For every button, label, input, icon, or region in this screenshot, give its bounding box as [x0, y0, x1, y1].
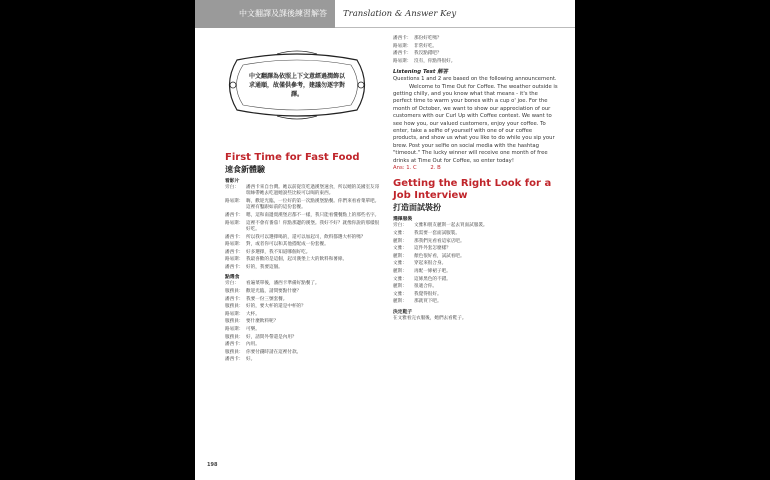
- speaker-label: 麗斯：: [393, 269, 407, 275]
- dialog-text: 這條黑色的不錯。: [414, 276, 451, 282]
- dialog-text: 穿起來很合身。: [414, 261, 447, 267]
- speaker-label: 文雅：: [393, 246, 407, 252]
- dialog-line: [393, 36, 558, 42]
- dialog-line: [393, 299, 558, 305]
- dialog-line: [225, 335, 380, 341]
- dialog-line: [225, 350, 380, 356]
- dialog-line: [393, 239, 558, 245]
- speaker-label: 服務員：: [225, 288, 244, 294]
- header-english-title: Translation & Answer Key: [343, 9, 457, 19]
- dialog-text: 我覺得很好。: [414, 291, 442, 297]
- dialog-line: [225, 242, 380, 248]
- dialog-line: [225, 250, 380, 256]
- page-number: 198: [207, 462, 218, 468]
- dialog-line: [225, 235, 380, 241]
- section-title-en: Getting the Right Look for a Job Interview: [393, 178, 552, 202]
- speaker-label: 潘西卡：: [393, 51, 412, 57]
- answer-key: [393, 165, 558, 172]
- dialog-line: [393, 261, 558, 267]
- dialog-line: [393, 231, 558, 237]
- dialog-text: 好的，我要這個。: [246, 264, 283, 270]
- speaker-label: 旁白：: [225, 185, 239, 190]
- dialog-text: 嗨，歡迎光臨，一位好的第一次點漢堡點餐。你們來看看菜單吧。這裡有鑿跟如前的這份套餐。: [246, 199, 380, 211]
- listening-intro: Questions 1 and 2 are based on the following announcement.: [393, 76, 557, 83]
- document-page: [195, 0, 575, 480]
- speaker-label: 潘西卡：: [225, 342, 244, 348]
- dialog-line: [393, 254, 558, 260]
- speaker-label: 文雅：: [393, 291, 407, 297]
- speaker-label: 文雅：: [393, 261, 407, 267]
- speaker-label: 路易斯：: [225, 242, 244, 248]
- dialog-line: [225, 289, 380, 295]
- dialog-text: 非常好吃。: [414, 43, 437, 49]
- dialog-text: 很適合你。: [414, 284, 437, 290]
- dialog-text: 嗯，這和南邊賣漢堡店都不一樣，我只能看懂餐點上的那些名字。: [246, 213, 380, 218]
- speaker-label: 路易斯：: [225, 311, 244, 317]
- dialog-text: 好。: [246, 357, 256, 363]
- dialog-text: 歡迎光臨，請問要點什麼？: [246, 288, 302, 294]
- speaker-label: 潘西卡：: [225, 296, 244, 302]
- header-chinese-title: 中文翻譯及課後練習解答: [195, 0, 335, 28]
- speaker-label: 文雅：: [393, 276, 407, 282]
- dialog-text: 所以我可以選擇喝的，還可以加起司，飲料都選大杯的嗎？: [246, 234, 366, 240]
- dialog-text: 我需要一套面試服裝。: [414, 231, 460, 237]
- speaker-label: 潘西卡：: [225, 264, 244, 270]
- speaker-label: 麗斯：: [393, 299, 407, 305]
- dialog-line: [393, 269, 558, 275]
- dialog-line: [225, 304, 380, 310]
- speaker-label: 路易斯：: [225, 199, 244, 204]
- dialog-text: 沒有，你點得很好。: [414, 58, 456, 64]
- speaker-label: 服務員：: [225, 334, 244, 340]
- dialog-text: 好，請問外帶還是內用？: [246, 334, 297, 340]
- right-column: [393, 36, 558, 324]
- speaker-label: 潘西卡：: [393, 36, 412, 41]
- speaker-label: 路易斯：: [393, 43, 412, 49]
- dialog-text: 文雅和朋友麗斯一起去買面試服裝。: [414, 223, 488, 229]
- dialog-line: [225, 185, 380, 198]
- dialog-line: [393, 246, 558, 252]
- dialog-text: 好的，要大杯的還是中杯的？: [246, 304, 306, 310]
- dialog-text: 那份好吃嗎？: [414, 36, 442, 41]
- dialog-block: [393, 223, 558, 305]
- dialog-text: 我要一份三號套餐。: [246, 296, 288, 302]
- dialog-block: [225, 281, 380, 363]
- dialog-line: [225, 281, 380, 287]
- speaker-label: 路易斯：: [225, 326, 244, 332]
- subsection-heading: 決定鞋子: [393, 309, 413, 315]
- answer-2: 2. B: [430, 165, 441, 172]
- left-column: [225, 152, 380, 365]
- speaker-label: 麗斯：: [393, 284, 407, 290]
- dialog-line: [225, 297, 380, 303]
- speaker-label: 潘西卡：: [225, 357, 244, 363]
- frame-text: 中文翻譯為依照上下文意經過潤飾以求通順，故僅供參考，建議勿逐字對譯。: [248, 73, 345, 98]
- speaker-label: 路易斯：: [225, 257, 244, 263]
- dialog-line: [225, 199, 380, 212]
- dialog-text: 我沒點錯吧？: [414, 51, 442, 57]
- dialog-line: [393, 59, 558, 65]
- subsection-heading: 選擇服裝: [393, 217, 413, 223]
- dialog-text: 那就買下吧。: [414, 299, 442, 305]
- dialog-line: [225, 312, 380, 318]
- dialog-line: [225, 342, 380, 348]
- speaker-label: 路易斯：: [225, 220, 244, 226]
- dialog-block: [393, 36, 558, 65]
- dialog-line: [393, 51, 558, 57]
- dialog-line: [225, 357, 380, 363]
- dialog-text: 再配一條裙子吧。: [414, 269, 451, 275]
- dialog-line: [225, 327, 380, 333]
- dialog-line: [393, 223, 558, 229]
- speaker-label: 服務員：: [225, 304, 244, 310]
- speaker-label: 潘西卡：: [225, 213, 244, 218]
- dialog-line: [393, 292, 558, 298]
- dialog-text: 顏色很好看，試試看吧。: [414, 253, 465, 259]
- speaker-label: 文雅：: [393, 231, 407, 237]
- dialog-text: 內用。: [246, 342, 260, 348]
- dialog-text: 對，或者你可以和其他搭配成一份套餐。: [246, 242, 329, 248]
- dialog-line: [225, 319, 380, 325]
- dialog-text: 要什麼飲料呢？: [246, 319, 279, 325]
- dialog-text: 大杯。: [246, 311, 260, 317]
- section-title-zh: 速食新體驗: [225, 165, 265, 174]
- dialog-text: 潘西卡來自台灣。她以前從沒吃過漢堡速食，所以她的美國室友哥瑞絲帶她去吃過她說些比較可以喝的東西。: [246, 185, 380, 197]
- dialog-line: [225, 265, 380, 271]
- dialog-line: [225, 221, 380, 234]
- answer-1: Ans: 1. C: [393, 165, 417, 172]
- speaker-label: 旁白：: [225, 281, 239, 287]
- speaker-label: 潘西卡：: [225, 234, 244, 240]
- dialog-text: 可樂。: [246, 326, 260, 332]
- dialog-text: 我最喜歡的是這個，起司漢堡上大的飲料和薯條。: [246, 257, 348, 263]
- dialog-line: [225, 213, 380, 219]
- header-rule: [335, 27, 575, 28]
- section-title-zh: 打造面試裝扮: [393, 203, 441, 213]
- dialog-text: 好多選擇，我不知道哪個好吃。: [246, 249, 311, 255]
- dialog-text: 這裡不會有番茄！你點那邊的漢堡。我好不好？就像你說的那樣很好吃。: [246, 220, 380, 232]
- page-header: [195, 0, 575, 28]
- subsection-heading: 點選食: [225, 275, 240, 281]
- subsection-heading: 看影片: [225, 179, 240, 184]
- dialog-line: [393, 277, 558, 283]
- dialog-text: 那我們先看看這家店吧。: [414, 238, 465, 244]
- speaker-label: 麗斯：: [393, 253, 407, 259]
- dialog-text: 這件外套怎麼樣？: [414, 246, 451, 252]
- speaker-label: 服務員：: [225, 319, 244, 325]
- dialog-line: [393, 284, 558, 290]
- dialog-text: 看遍菜單後，潘西卡準備好點餐了。: [246, 281, 320, 287]
- speaker-label: 路易斯：: [393, 58, 412, 64]
- section-title-en: First Time for Fast Food: [225, 152, 360, 163]
- listening-transcript: Welcome to Time Out for Coffee. The weather outside is getting chilly, and you know what that means - it's the perfect time to warm your bones with a cup o' joe. For the month of October, we want to show our appreciation of our customers with our Curl Up with Coffee contest. We want to see how you, our valued customers, enjoy your coffee. To enter, take a selfie of yourself with one of our coffee products, and show us what you like to do while you sip your brew. Post your selfie on social media with the hashtag "timeout." The lucky winner will receive one month of free drinks at Time Out for Coffee, so enter today!: [393, 83, 558, 164]
- dialog-text: 你要付錢時請在這裡付款。: [246, 349, 302, 355]
- closing-paragraph: 在文雅看完衣服後，她們去看鞋子。: [393, 315, 467, 321]
- speaker-label: 潘西卡：: [225, 249, 244, 255]
- speaker-label: 麗斯：: [393, 238, 407, 244]
- dialog-block: [225, 185, 380, 271]
- speaker-label: 服務員：: [225, 349, 244, 355]
- listening-test-title: Listening Test 解答: [393, 69, 449, 76]
- dialog-line: [225, 257, 380, 263]
- dialog-line: [393, 44, 558, 50]
- ornamental-frame: [217, 50, 377, 120]
- speaker-label: 旁白：: [393, 223, 407, 229]
